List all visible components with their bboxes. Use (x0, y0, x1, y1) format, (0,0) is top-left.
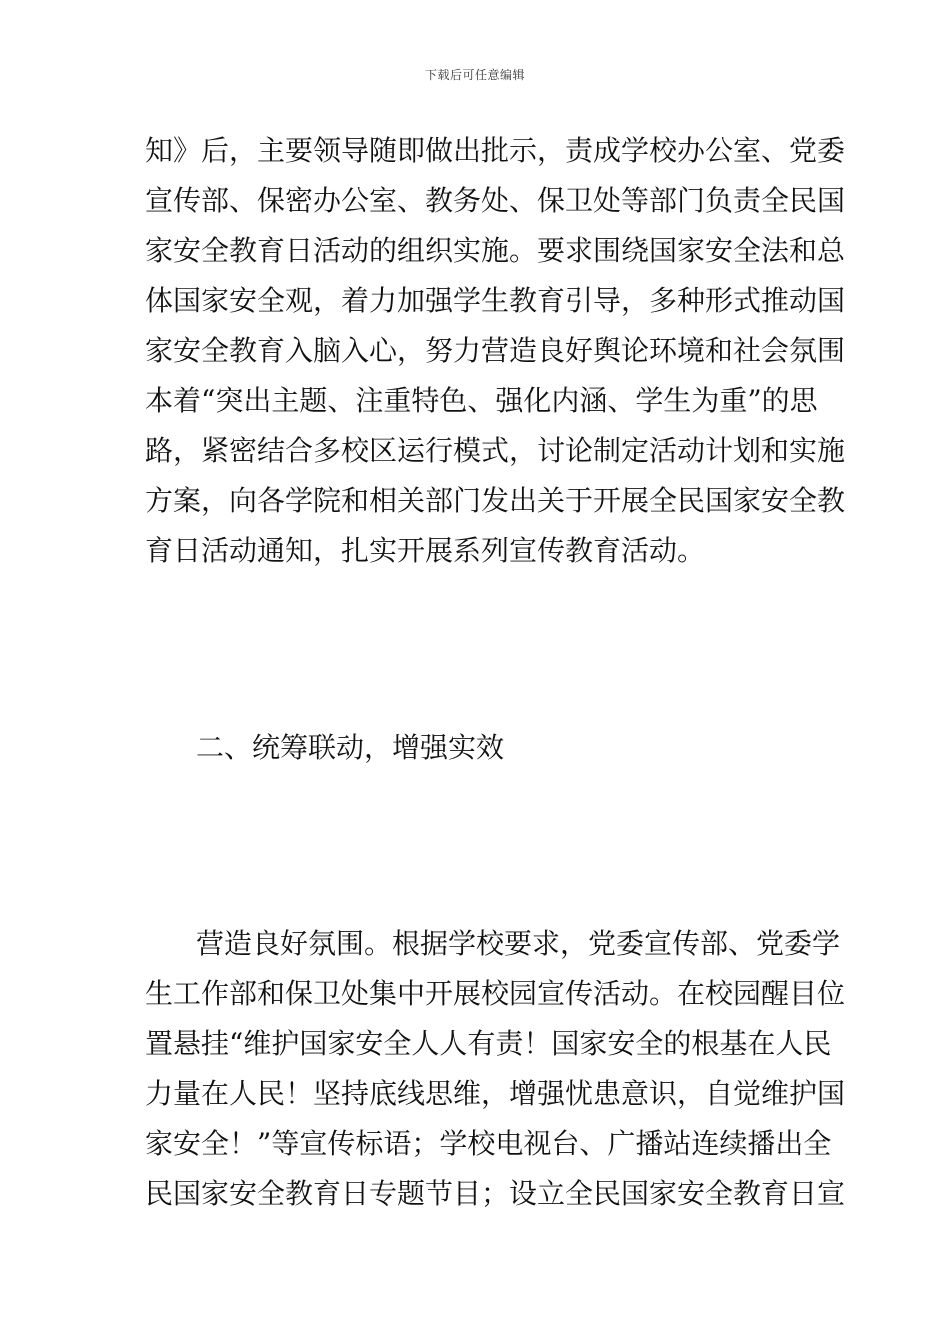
body-paragraph-1 (145, 126, 846, 576)
paragraph-line: 家安全！”等宣传标语；学校电视台、广播站连续播出全 (145, 1127, 832, 1160)
paragraph-line: 路，紧密结合多校区运行模式，讨论制定活动计划和实施 (145, 434, 846, 467)
paragraph-line: 家安全教育入脑入心，努力营造良好舆论环境和社会氛围 (145, 334, 846, 367)
paragraph-line: 置悬挂“维护国家安全人人有责！国家安全的根基在人民 (145, 1027, 832, 1060)
body-paragraph-2 (145, 919, 846, 1219)
section-heading: 二、统筹联动，增强实效 (196, 731, 505, 764)
paragraph-line: 知》后，主要领导随即做出批示，责成学校办公室、党委 (145, 134, 846, 167)
page-header: 下载后可任意编辑 (424, 68, 525, 82)
paragraph-line: 营造良好氛围。根据学校要求，党委宣传部、党委学 (196, 927, 841, 960)
paragraph-line: 力量在人民！坚持底线思维，增强忧患意识，自觉维护国 (145, 1077, 846, 1110)
paragraph-line: 民国家安全教育日专题节目；设立全民国家安全教育日宣 (145, 1177, 846, 1210)
paragraph-line: 生工作部和保卫处集中开展校园宣传活动。在校园醒目位 (145, 977, 846, 1010)
paragraph-line: 家安全教育日活动的组织实施。要求围绕国家安全法和总 (145, 234, 846, 267)
paragraph-line: 宣传部、保密办公室、教务处、保卫处等部门负责全民国 (145, 184, 846, 217)
paragraph-line: 育日活动通知，扎实开展系列宣传教育活动。 (145, 534, 706, 567)
paragraph-line: 体国家安全观，着力加强学生教育引导，多种形式推动国 (145, 284, 846, 317)
paragraph-line: 方案，向各学院和相关部门发出关于开展全民国家安全教 (145, 484, 846, 517)
paragraph-line: 本着“突出主题、注重特色、强化内涵、学生为重”的思 (145, 384, 818, 417)
